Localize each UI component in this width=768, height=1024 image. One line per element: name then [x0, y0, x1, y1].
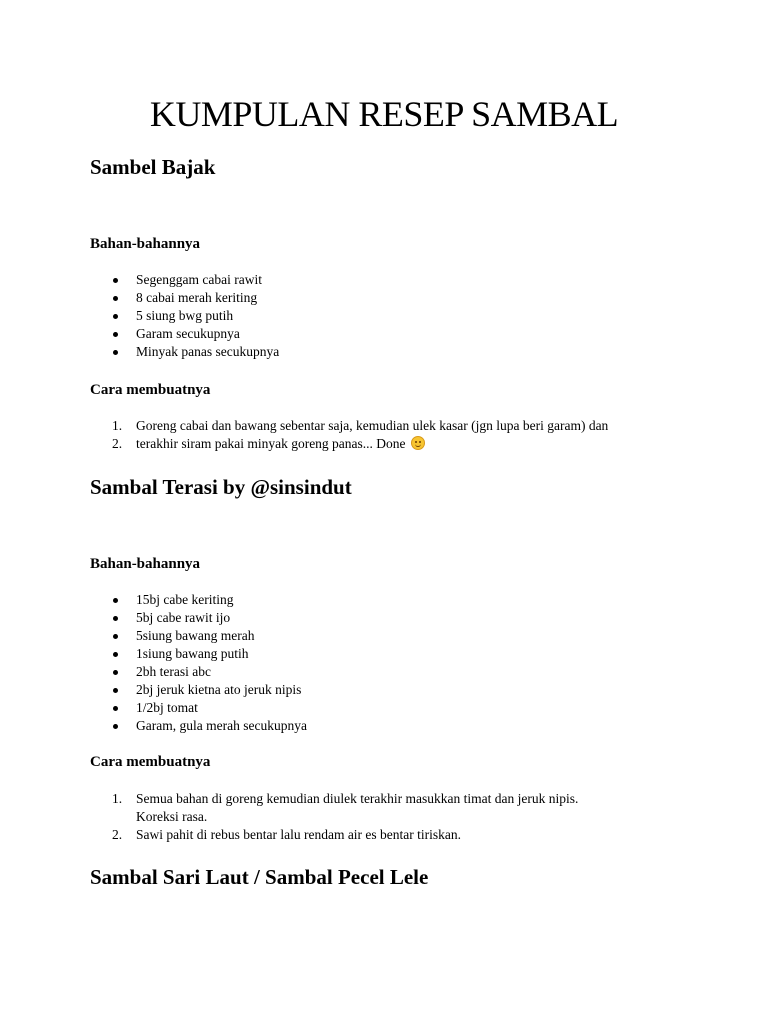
list-item: Segenggam cabai rawit: [90, 271, 279, 289]
bullet-icon: [113, 670, 118, 675]
bullet-icon: [113, 296, 118, 301]
bullet-icon: [113, 634, 118, 639]
list-item: 1. Semua bahan di goreng kemudian diulek terakhir masukkan timat dan jeruk nipis. Koreksi rasa.: [112, 791, 579, 824]
bullet-icon: [113, 332, 118, 337]
list-item: 15bj cabe keriting: [90, 591, 307, 609]
ingredients-list: [90, 271, 279, 361]
list-item: 5siung bawang merah: [90, 627, 307, 645]
bullet-icon: [113, 314, 118, 319]
list-item: Minyak panas secukupnya: [90, 343, 279, 361]
bullet-icon: [113, 278, 118, 283]
bullet-icon: [113, 616, 118, 621]
steps-label: Cara membuatnya: [90, 754, 211, 770]
ingredients-label: Bahan-bahannya: [90, 236, 201, 252]
bullet-icon: [113, 598, 118, 603]
bullet-icon: [113, 724, 118, 729]
list-item: 5 siung bwg putih: [90, 307, 279, 325]
bullet-icon: [113, 688, 118, 693]
smiling-face-emoji-icon: [411, 436, 425, 450]
list-item: 5bj cabe rawit ijo: [90, 609, 307, 627]
recipe-heading-sambal-sari-laut: Sambal Sari Laut / Sambal Pecel Lele: [90, 865, 429, 889]
list-item: 8 cabai merah keriting: [90, 289, 279, 307]
list-item: 1. Goreng cabai dan bawang sebentar saja, kemudian ulek kasar (jgn lupa beri garam) dan: [112, 418, 609, 433]
ingredients-list: [90, 591, 307, 735]
list-item: 1/2bj tomat: [90, 699, 307, 717]
ingredients-label: Bahan-bahannya: [90, 556, 201, 572]
steps-list: [90, 790, 578, 844]
steps-label: Cara membuatnya: [90, 382, 211, 398]
list-item: Garam secukupnya: [90, 325, 279, 343]
list-item: 1siung bawang putih: [90, 645, 307, 663]
list-item: Garam, gula merah secukupnya: [90, 717, 307, 735]
recipe-heading-sambel-bajak: Sambel Bajak: [90, 155, 216, 179]
list-item: 2bj jeruk kietna ato jeruk nipis: [90, 681, 307, 699]
bullet-icon: [113, 350, 118, 355]
document-title: KUMPULAN RESEP SAMBAL: [149, 94, 619, 134]
steps-list: [90, 417, 608, 453]
list-item: 2. terakhir siram pakai minyak goreng panas... Done: [90, 435, 608, 453]
bullet-icon: [113, 652, 118, 657]
recipe-heading-sambal-terasi: Sambal Terasi by @sinsindut: [90, 475, 352, 499]
bullet-icon: [113, 706, 118, 711]
list-item: 2. Sawi pahit di rebus bentar lalu rendam air es bentar tiriskan.: [112, 827, 462, 842]
list-item: 2bh terasi abc: [90, 663, 307, 681]
